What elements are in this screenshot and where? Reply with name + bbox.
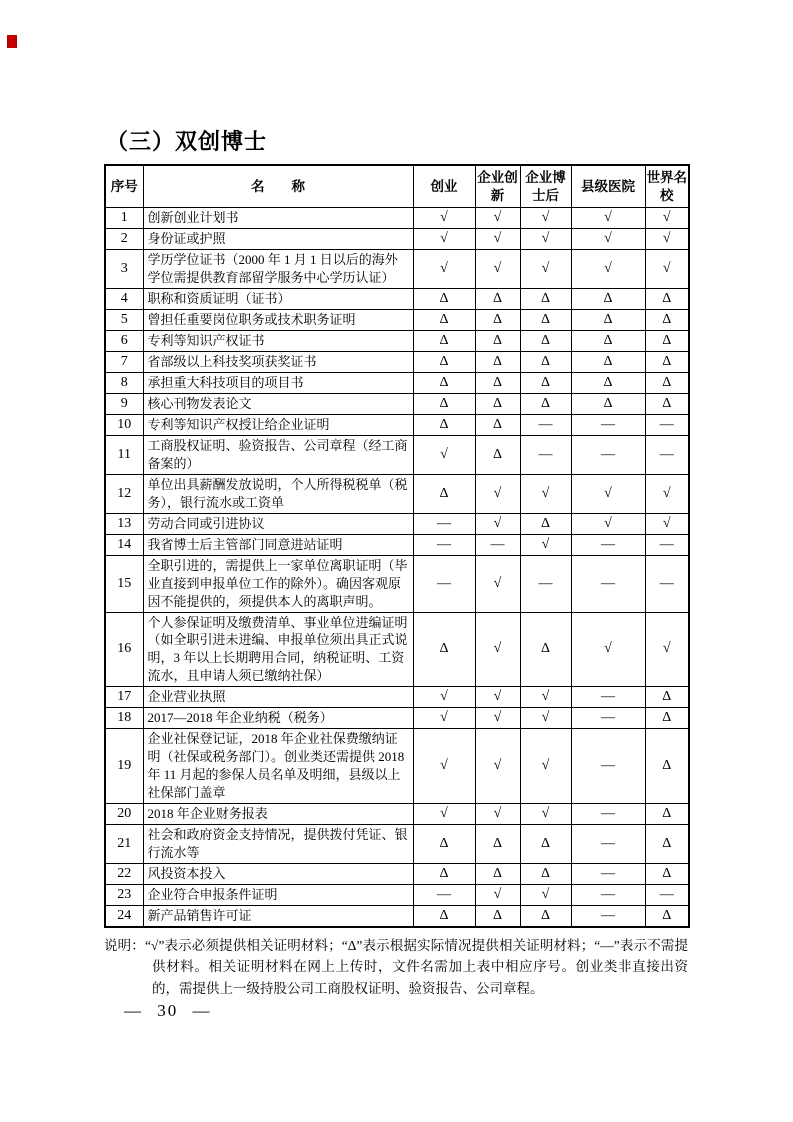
mark-cell-enterprise-postdoc: √ bbox=[520, 708, 571, 729]
legend-note bbox=[104, 935, 688, 1000]
mark-cell-enterprise-postdoc: √ bbox=[520, 208, 571, 229]
mark-cell-enterprise-postdoc: √ bbox=[520, 250, 571, 289]
mark-cell-world-university: — bbox=[645, 555, 689, 612]
mark-cell-world-university: √ bbox=[645, 208, 689, 229]
table-row bbox=[105, 208, 689, 229]
table-row bbox=[105, 825, 689, 864]
mark-cell-enterprise-postdoc: Δ bbox=[520, 863, 571, 884]
mark-cell-world-university: Δ bbox=[645, 729, 689, 804]
mark-cell-county-hospital: √ bbox=[571, 250, 645, 289]
mark-cell-enterprise-innovation: Δ bbox=[475, 351, 520, 372]
mark-cell-enterprise-innovation: Δ bbox=[475, 372, 520, 393]
row-number-cell: 24 bbox=[105, 905, 143, 926]
material-name-cell: 企业营业执照 bbox=[143, 687, 413, 708]
material-name-cell: 专利等知识产权授让给企业证明 bbox=[143, 414, 413, 435]
mark-cell-enterprise-innovation: Δ bbox=[475, 393, 520, 414]
material-name-cell: 风投资本投入 bbox=[143, 863, 413, 884]
materials-table bbox=[104, 164, 690, 928]
mark-cell-enterprise-postdoc: Δ bbox=[520, 825, 571, 864]
mark-cell-startup: Δ bbox=[413, 414, 475, 435]
header-cell-startup: 创业 bbox=[413, 165, 475, 208]
material-name-cell: 工商股权证明、验资报告、公司章程（经工商备案的） bbox=[143, 435, 413, 474]
note-text: “√”表示必须提供相关证明材料；“Δ”表示根据实际情况提供相关证明材料；“—”表示不需提供材料。相关证明材料在网上上传时，文件名需加上表中相应序号。创业类非直接出资的，需提供上一级持股公司工商股权证明、验资报告、公司章程。 bbox=[144, 937, 689, 997]
mark-cell-startup: √ bbox=[413, 804, 475, 825]
mark-cell-startup: √ bbox=[413, 687, 475, 708]
mark-cell-county-hospital: — bbox=[571, 825, 645, 864]
mark-cell-county-hospital: — bbox=[571, 435, 645, 474]
mark-cell-world-university: — bbox=[645, 414, 689, 435]
mark-cell-enterprise-postdoc: Δ bbox=[520, 513, 571, 534]
mark-cell-world-university: √ bbox=[645, 474, 689, 513]
mark-cell-enterprise-innovation: Δ bbox=[475, 825, 520, 864]
page-number: — 30 — bbox=[124, 1001, 212, 1020]
mark-cell-startup: Δ bbox=[413, 393, 475, 414]
row-number-cell: 12 bbox=[105, 474, 143, 513]
mark-cell-county-hospital: — bbox=[571, 905, 645, 926]
row-number-cell: 19 bbox=[105, 729, 143, 804]
mark-cell-county-hospital: Δ bbox=[571, 309, 645, 330]
table-row bbox=[105, 414, 689, 435]
material-name-cell: 2017—2018 年企业纳税（税务） bbox=[143, 708, 413, 729]
mark-cell-world-university: √ bbox=[645, 612, 689, 687]
mark-cell-startup: Δ bbox=[413, 863, 475, 884]
mark-cell-enterprise-postdoc: Δ bbox=[520, 330, 571, 351]
row-number-cell: 18 bbox=[105, 708, 143, 729]
mark-cell-county-hospital: √ bbox=[571, 474, 645, 513]
mark-cell-enterprise-innovation: — bbox=[475, 534, 520, 555]
mark-cell-startup: √ bbox=[413, 708, 475, 729]
mark-cell-county-hospital: Δ bbox=[571, 330, 645, 351]
mark-cell-startup: Δ bbox=[413, 351, 475, 372]
mark-cell-county-hospital: √ bbox=[571, 229, 645, 250]
mark-cell-county-hospital: √ bbox=[571, 612, 645, 687]
mark-cell-startup: √ bbox=[413, 229, 475, 250]
table-row bbox=[105, 534, 689, 555]
mark-cell-world-university: — bbox=[645, 435, 689, 474]
material-name-cell: 社会和政府资金支持情况，提供拨付凭证、银行流水等 bbox=[143, 825, 413, 864]
mark-cell-startup: Δ bbox=[413, 474, 475, 513]
mark-cell-enterprise-innovation: Δ bbox=[475, 435, 520, 474]
mark-cell-enterprise-innovation: Δ bbox=[475, 414, 520, 435]
material-name-cell: 承担重大科技项目的项目书 bbox=[143, 372, 413, 393]
mark-cell-enterprise-innovation: Δ bbox=[475, 863, 520, 884]
row-number-cell: 17 bbox=[105, 687, 143, 708]
table-row bbox=[105, 612, 689, 687]
row-number-cell: 9 bbox=[105, 393, 143, 414]
mark-cell-startup: √ bbox=[413, 729, 475, 804]
mark-cell-county-hospital: Δ bbox=[571, 351, 645, 372]
row-number-cell: 16 bbox=[105, 612, 143, 687]
mark-cell-county-hospital: Δ bbox=[571, 393, 645, 414]
mark-cell-world-university: Δ bbox=[645, 309, 689, 330]
mark-cell-world-university: Δ bbox=[645, 905, 689, 926]
mark-cell-county-hospital: — bbox=[571, 729, 645, 804]
mark-cell-enterprise-postdoc: √ bbox=[520, 729, 571, 804]
mark-cell-world-university: Δ bbox=[645, 708, 689, 729]
mark-cell-enterprise-innovation: √ bbox=[475, 555, 520, 612]
mark-cell-world-university: Δ bbox=[645, 804, 689, 825]
mark-cell-county-hospital: — bbox=[571, 687, 645, 708]
mark-cell-startup: — bbox=[413, 555, 475, 612]
mark-cell-startup: Δ bbox=[413, 612, 475, 687]
mark-cell-enterprise-postdoc: √ bbox=[520, 474, 571, 513]
mark-cell-county-hospital: √ bbox=[571, 513, 645, 534]
table-row bbox=[105, 884, 689, 905]
material-name-cell: 2018 年企业财务报表 bbox=[143, 804, 413, 825]
mark-cell-enterprise-innovation: Δ bbox=[475, 288, 520, 309]
mark-cell-startup: √ bbox=[413, 208, 475, 229]
mark-cell-county-hospital: Δ bbox=[571, 372, 645, 393]
table-row bbox=[105, 435, 689, 474]
mark-cell-world-university: Δ bbox=[645, 330, 689, 351]
row-number-cell: 1 bbox=[105, 208, 143, 229]
row-number-cell: 3 bbox=[105, 250, 143, 289]
table-row bbox=[105, 555, 689, 612]
row-number-cell: 23 bbox=[105, 884, 143, 905]
mark-cell-county-hospital: — bbox=[571, 884, 645, 905]
mark-cell-enterprise-innovation: √ bbox=[475, 229, 520, 250]
mark-cell-county-hospital: √ bbox=[571, 208, 645, 229]
mark-cell-enterprise-postdoc: √ bbox=[520, 884, 571, 905]
table-row bbox=[105, 729, 689, 804]
mark-cell-startup: Δ bbox=[413, 825, 475, 864]
row-number-cell: 14 bbox=[105, 534, 143, 555]
mark-cell-county-hospital: — bbox=[571, 555, 645, 612]
material-name-cell: 省部级以上科技奖项获奖证书 bbox=[143, 351, 413, 372]
mark-cell-enterprise-postdoc: Δ bbox=[520, 612, 571, 687]
mark-cell-enterprise-innovation: √ bbox=[475, 687, 520, 708]
mark-cell-enterprise-postdoc: √ bbox=[520, 804, 571, 825]
material-name-cell: 全职引进的，需提供上一家单位离职证明（毕业直接到申报单位工作的除外）。确因客观原因不能提供的，须提供本人的离职声明。 bbox=[143, 555, 413, 612]
row-number-cell: 8 bbox=[105, 372, 143, 393]
table-row bbox=[105, 513, 689, 534]
table-row bbox=[105, 708, 689, 729]
mark-cell-enterprise-postdoc: Δ bbox=[520, 393, 571, 414]
mark-cell-county-hospital: Δ bbox=[571, 288, 645, 309]
mark-cell-world-university: — bbox=[645, 534, 689, 555]
mark-cell-enterprise-postdoc: Δ bbox=[520, 905, 571, 926]
mark-cell-world-university: √ bbox=[645, 229, 689, 250]
table-row bbox=[105, 372, 689, 393]
table-row bbox=[105, 393, 689, 414]
row-number-cell: 11 bbox=[105, 435, 143, 474]
table-row bbox=[105, 288, 689, 309]
mark-cell-enterprise-innovation: √ bbox=[475, 708, 520, 729]
mark-cell-world-university: Δ bbox=[645, 825, 689, 864]
mark-cell-startup: — bbox=[413, 513, 475, 534]
mark-cell-startup: √ bbox=[413, 250, 475, 289]
table-row bbox=[105, 804, 689, 825]
material-name-cell: 企业符合申报条件证明 bbox=[143, 884, 413, 905]
mark-cell-world-university: Δ bbox=[645, 351, 689, 372]
row-number-cell: 15 bbox=[105, 555, 143, 612]
mark-cell-startup: √ bbox=[413, 435, 475, 474]
mark-cell-county-hospital: — bbox=[571, 534, 645, 555]
header-cell-enterprise-innovation: 企业创新 bbox=[475, 165, 520, 208]
material-name-cell: 单位出具薪酬发放说明，个人所得税税单（税务），银行流水或工资单 bbox=[143, 474, 413, 513]
mark-cell-county-hospital: — bbox=[571, 708, 645, 729]
mark-cell-world-university: √ bbox=[645, 513, 689, 534]
table-row bbox=[105, 863, 689, 884]
material-name-cell: 曾担任重要岗位职务或技术职务证明 bbox=[143, 309, 413, 330]
row-number-cell: 22 bbox=[105, 863, 143, 884]
mark-cell-startup: — bbox=[413, 534, 475, 555]
mark-cell-world-university: Δ bbox=[645, 393, 689, 414]
mark-cell-startup: — bbox=[413, 884, 475, 905]
mark-cell-enterprise-postdoc: — bbox=[520, 435, 571, 474]
mark-cell-startup: Δ bbox=[413, 905, 475, 926]
material-name-cell: 职称和资质证明（证书） bbox=[143, 288, 413, 309]
row-number-cell: 5 bbox=[105, 309, 143, 330]
mark-cell-enterprise-innovation: Δ bbox=[475, 330, 520, 351]
table-row bbox=[105, 330, 689, 351]
row-number-cell: 13 bbox=[105, 513, 143, 534]
table-row bbox=[105, 229, 689, 250]
mark-cell-enterprise-innovation: √ bbox=[475, 612, 520, 687]
material-name-cell: 核心刊物发表论文 bbox=[143, 393, 413, 414]
material-name-cell: 企业社保登记证，2018 年企业社保费缴纳证明（社保或税务部门）。创业类还需提供 2018 年 11 月起的参保人员名单及明细，县级以上社保部门盖章 bbox=[143, 729, 413, 804]
mark-cell-enterprise-postdoc: Δ bbox=[520, 372, 571, 393]
mark-cell-world-university: Δ bbox=[645, 288, 689, 309]
table-row bbox=[105, 309, 689, 330]
mark-cell-world-university: Δ bbox=[645, 687, 689, 708]
row-number-cell: 20 bbox=[105, 804, 143, 825]
mark-cell-enterprise-innovation: √ bbox=[475, 208, 520, 229]
mark-cell-world-university: — bbox=[645, 884, 689, 905]
mark-cell-enterprise-innovation: √ bbox=[475, 513, 520, 534]
mark-cell-enterprise-innovation: √ bbox=[475, 804, 520, 825]
page-content bbox=[104, 128, 688, 1000]
mark-cell-enterprise-innovation: Δ bbox=[475, 905, 520, 926]
mark-cell-startup: Δ bbox=[413, 372, 475, 393]
header-cell-world-university: 世界名校 bbox=[645, 165, 689, 208]
row-number-cell: 2 bbox=[105, 229, 143, 250]
table-row bbox=[105, 687, 689, 708]
table-row bbox=[105, 250, 689, 289]
mark-cell-enterprise-postdoc: — bbox=[520, 555, 571, 612]
mark-cell-enterprise-postdoc: Δ bbox=[520, 351, 571, 372]
mark-cell-startup: Δ bbox=[413, 309, 475, 330]
material-name-cell: 创新创业计划书 bbox=[143, 208, 413, 229]
material-name-cell: 劳动合同或引进协议 bbox=[143, 513, 413, 534]
row-number-cell: 6 bbox=[105, 330, 143, 351]
mark-cell-enterprise-postdoc: √ bbox=[520, 229, 571, 250]
page-title: （三）双创博士 bbox=[106, 129, 268, 154]
mark-cell-enterprise-innovation: √ bbox=[475, 884, 520, 905]
mark-cell-world-university: √ bbox=[645, 250, 689, 289]
mark-cell-enterprise-innovation: √ bbox=[475, 250, 520, 289]
red-marker bbox=[7, 35, 17, 48]
mark-cell-startup: Δ bbox=[413, 288, 475, 309]
material-name-cell: 新产品销售许可证 bbox=[143, 905, 413, 926]
mark-cell-world-university: Δ bbox=[645, 372, 689, 393]
note-label: 说明： bbox=[104, 937, 145, 953]
row-number-cell: 7 bbox=[105, 351, 143, 372]
mark-cell-world-university: Δ bbox=[645, 863, 689, 884]
material-name-cell: 我省博士后主管部门同意进站证明 bbox=[143, 534, 413, 555]
material-name-cell: 个人参保证明及缴费清单、事业单位进编证明（如全职引进未进编、申报单位须出具正式说明，3 年以上长期聘用合同，纳税证明、工资流水，且申请人须已缴纳社保） bbox=[143, 612, 413, 687]
header-cell-county-hospital: 县级医院 bbox=[571, 165, 645, 208]
header-cell-number: 序号 bbox=[105, 165, 143, 208]
row-number-cell: 10 bbox=[105, 414, 143, 435]
row-number-cell: 21 bbox=[105, 825, 143, 864]
mark-cell-startup: Δ bbox=[413, 330, 475, 351]
row-number-cell: 4 bbox=[105, 288, 143, 309]
mark-cell-enterprise-innovation: √ bbox=[475, 474, 520, 513]
mark-cell-enterprise-postdoc: Δ bbox=[520, 288, 571, 309]
material-name-cell: 身份证或护照 bbox=[143, 229, 413, 250]
table-row bbox=[105, 905, 689, 926]
material-name-cell: 专利等知识产权证书 bbox=[143, 330, 413, 351]
mark-cell-enterprise-postdoc: — bbox=[520, 414, 571, 435]
table-header-row bbox=[105, 165, 689, 208]
mark-cell-enterprise-postdoc: √ bbox=[520, 687, 571, 708]
material-name-cell: 学历学位证书（2000 年 1 月 1 日以后的海外学位需提供教育部留学服务中心学历认证） bbox=[143, 250, 413, 289]
mark-cell-county-hospital: — bbox=[571, 414, 645, 435]
mark-cell-county-hospital: — bbox=[571, 863, 645, 884]
mark-cell-enterprise-innovation: √ bbox=[475, 729, 520, 804]
mark-cell-enterprise-postdoc: √ bbox=[520, 534, 571, 555]
header-cell-enterprise-postdoc: 企业博士后 bbox=[520, 165, 571, 208]
table-row bbox=[105, 351, 689, 372]
mark-cell-enterprise-innovation: Δ bbox=[475, 309, 520, 330]
mark-cell-county-hospital: — bbox=[571, 804, 645, 825]
header-cell-name: 名 称 bbox=[143, 165, 413, 208]
mark-cell-enterprise-postdoc: Δ bbox=[520, 309, 571, 330]
table-row bbox=[105, 474, 689, 513]
